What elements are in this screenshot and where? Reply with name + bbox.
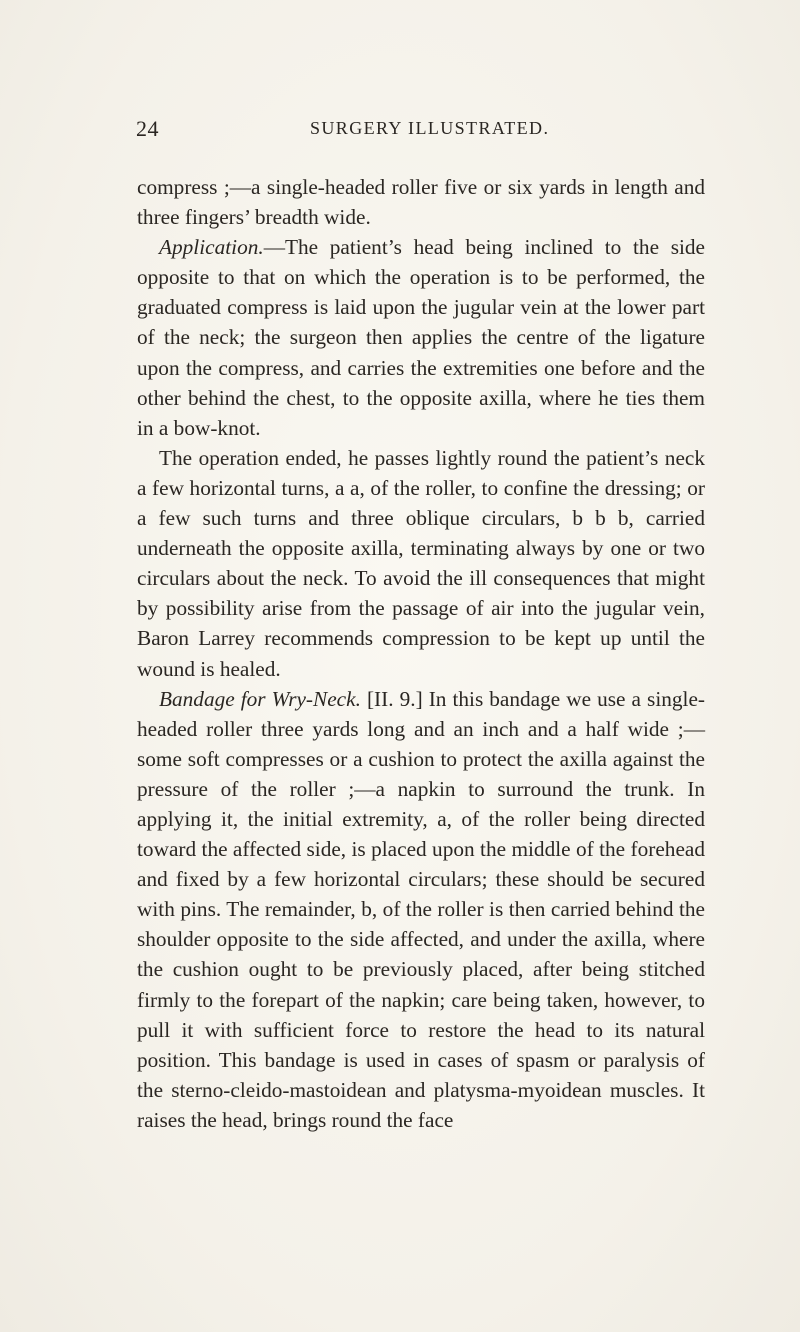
body-text bbox=[137, 172, 705, 1135]
page-header bbox=[136, 116, 666, 146]
paragraph-text: compress ;—a single-headed roller five or six yards in length and three fingers’ breadth wide. bbox=[137, 175, 705, 230]
paragraph-operation-ended bbox=[137, 443, 705, 684]
paragraph-continuation bbox=[137, 172, 705, 232]
paragraph-application bbox=[137, 232, 705, 443]
paragraph-text: [II. 9.] In this bandage we use a single-headed roller three yards long and an inch and a half wide ;—some soft compresses or a cushion to protect the axilla against the pressure of the roller ;—a napkin to surround the trunk. In applying it, the initial extremity, a, of the roller being directed toward the affected side, is placed upon the middle of the forehead and fixed by a few horizontal circulars; these should be secured with pins. The remainder, b, of the roller is then carried behind the shoulder opposite to the side affected, and under the axilla, where the cushion ought to be previously placed, after being stitched firmly to the forepart of the napkin; care being taken, however, to pull it with sufficient force to restore the head to its natural position. This bandage is used in cases of spasm or paralysis of the sterno-cleido-mastoidean and platysma-myoidean muscles. It raises the head, brings round the face bbox=[137, 686, 705, 1132]
running-head: SURGERY ILLUSTRATED. bbox=[310, 118, 550, 138]
section-heading-wry-neck: Bandage for Wry-Neck. bbox=[159, 686, 361, 711]
paragraph-text: —The patient’s head being inclined to the side opposite to that on which the operation is to be performed, the graduated compress is laid upon the jugular vein at the lower part of the neck; the surgeon then applies the centre of the ligature upon the compress, and carries the extremities one before and the other behind the chest, to the opposite axilla, where he ties them in a bow-knot. bbox=[137, 235, 705, 440]
page-number: 24 bbox=[136, 116, 159, 141]
section-heading-application: Application. bbox=[159, 235, 264, 260]
paragraph-text: The operation ended, he passes lightly round the patient’s neck a few horizontal turns, a a, of the roller, to confine the dressing; or a few such turns and three oblique circulars, b b b, carried underneath the opposite axilla, terminating always by one or two circulars about the neck. To avoid the ill consequences that might by possibility arise from the passage of air into the jugular vein, Baron Larrey recommends compression to be kept up until the wound is healed. bbox=[137, 445, 705, 681]
paragraph-wry-neck bbox=[137, 684, 705, 1135]
